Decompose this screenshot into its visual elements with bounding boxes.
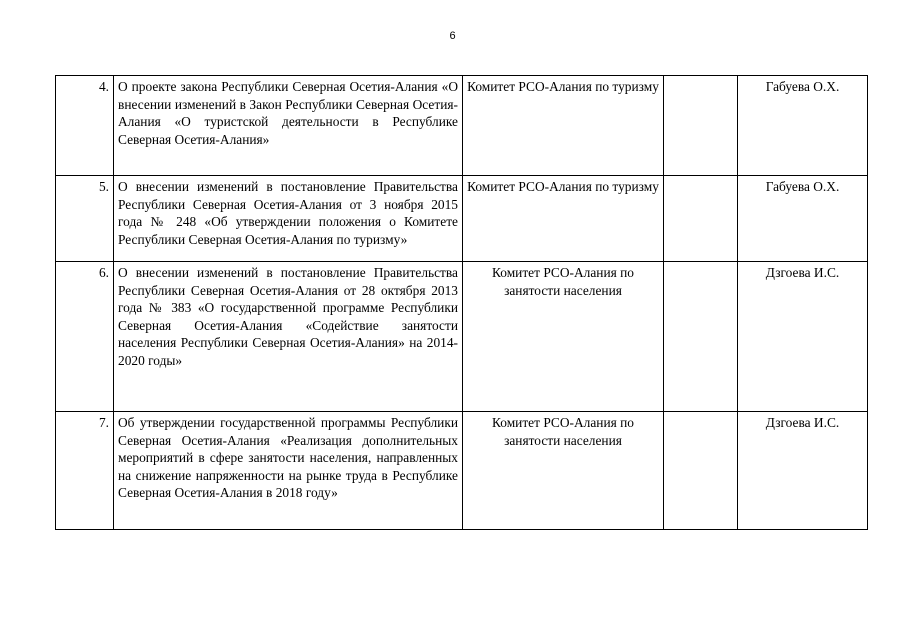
table-row: [56, 262, 868, 412]
table-row: [56, 176, 868, 262]
row-number: 4.: [56, 76, 114, 176]
document-table: [55, 75, 868, 530]
row-empty-cell: [664, 176, 738, 262]
row-title: О внесении изменений в постановление Правительства Республики Северная Осетия-Алания от 3 ноября 2015 года № 248 «Об утверждении положения о Комитете Республики Северная Осетия-Алания по туризму»: [114, 176, 463, 262]
row-responsible: Габуева О.Х.: [738, 76, 868, 176]
row-number: 7.: [56, 412, 114, 530]
row-title: Об утверждении государственной программы Республики Северная Осетия-Алания «Реализация дополнительных мероприятий в сфере занятости населения, направленных на снижение напряженности на рынке труда в Республике Северная Осетия-Алания в 2018 году»: [114, 412, 463, 530]
row-committee: Комитет РСО-Алания по занятости населения: [463, 262, 664, 412]
row-empty-cell: [664, 262, 738, 412]
row-committee: Комитет РСО-Алания по туризму: [463, 176, 664, 262]
row-number: 5.: [56, 176, 114, 262]
row-responsible: Дзгоева И.С.: [738, 412, 868, 530]
row-responsible: Габуева О.Х.: [738, 176, 868, 262]
row-number: 6.: [56, 262, 114, 412]
table-row: [56, 412, 868, 530]
row-responsible: Дзгоева И.С.: [738, 262, 868, 412]
row-committee: Комитет РСО-Алания по занятости населения: [463, 412, 664, 530]
row-empty-cell: [664, 412, 738, 530]
page-number: 6: [449, 30, 456, 42]
row-empty-cell: [664, 76, 738, 176]
table-row: [56, 76, 868, 176]
row-title: О проекте закона Республики Северная Осетия-Алания «О внесении изменений в Закон Республики Северная Осетия-Алания «О туристской деятельности в Республике Северная Осетия-Алания»: [114, 76, 463, 176]
row-committee: Комитет РСО-Алания по туризму: [463, 76, 664, 176]
row-title: О внесении изменений в постановление Правительства Республики Северная Осетия-Алания от 28 октября 2013 года № 383 «О государственной программе Республики Северная Осетия-Алания «Содействие занятости населения Республики Северная Осетия-Алания» на 2014-2020 годы»: [114, 262, 463, 412]
